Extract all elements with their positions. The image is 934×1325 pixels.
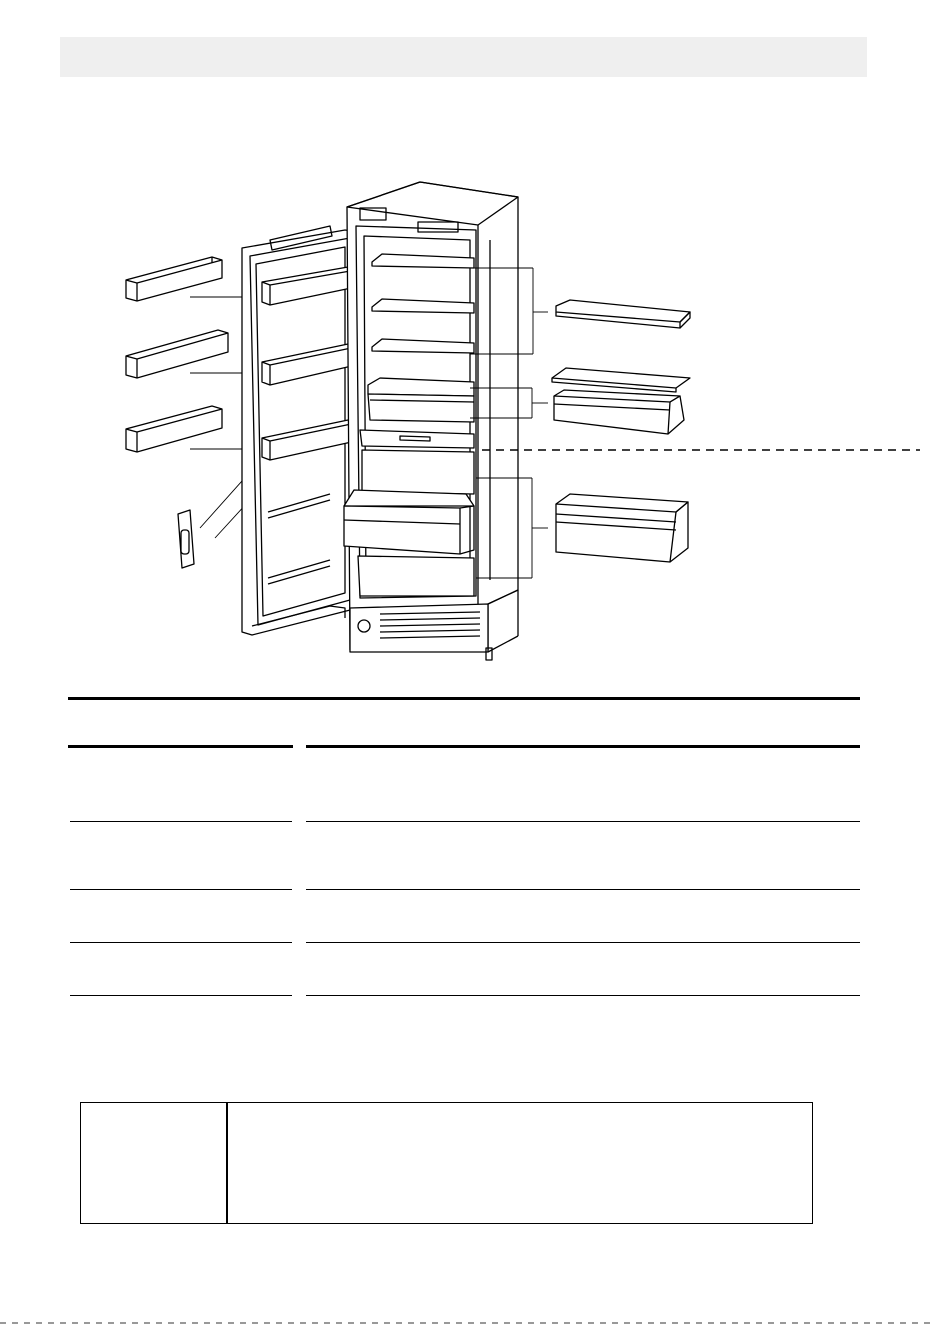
note-divider [226,1103,228,1223]
removed-freezer-drawer [556,494,688,562]
table-header-rule-left [68,745,293,748]
interior-crisper [368,378,474,422]
door-bin-2 [126,330,228,378]
freezer-section [344,430,474,596]
removed-crisper [552,368,690,434]
door-bin-1 [126,257,222,301]
table-bottom-rule [70,995,292,996]
table-top-rule [68,697,860,700]
door-bin-3 [126,406,222,452]
appliance-diagram [0,170,934,670]
table-row-rule [70,889,292,890]
section-header-bar [60,37,867,77]
door-handle-part [178,510,194,568]
table-row-rule [306,889,860,890]
table-row-rule [70,942,292,943]
removed-glass-shelf [556,300,690,328]
table-row-rule [306,821,860,822]
table-header-rule-right [306,745,860,748]
table-row-rule [306,942,860,943]
table-row-rule [70,821,292,822]
table-bottom-rule [306,995,860,996]
page-bottom-edge [0,1322,934,1324]
note-box [80,1102,813,1224]
